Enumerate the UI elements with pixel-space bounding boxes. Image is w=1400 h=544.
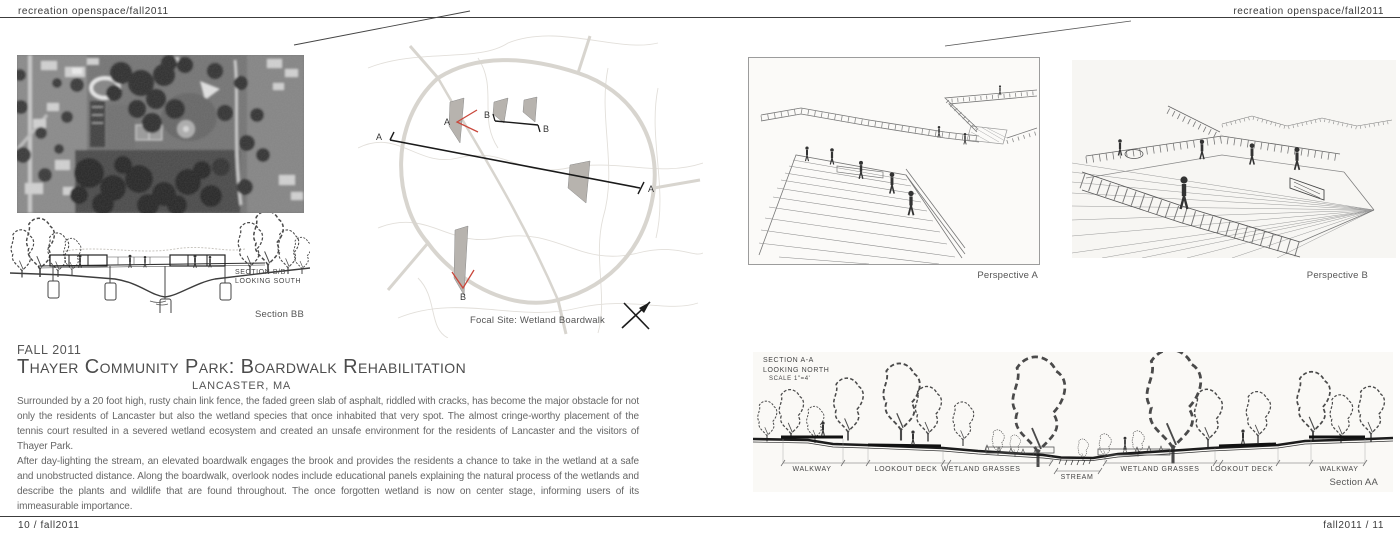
site-plan-caption: Focal Site: Wetland Boardwalk [470, 315, 605, 326]
boardwalk-plan-shapes [449, 97, 590, 295]
north-arrow-icon [620, 300, 654, 332]
figure-section-bb [10, 213, 310, 313]
section-bb-note [235, 268, 301, 286]
section-aa-note-line1: SECTION A-A [763, 357, 814, 364]
section-aa-drawing [753, 352, 1393, 492]
dim-label-lookout-deck-right: LOOKOUT DECK [1210, 466, 1274, 473]
footer-rule [0, 516, 1400, 517]
paragraph-2: After day-lighting the stream, an elevated boardwalk engages the brook and provides the residents a chance to take in the wetland at a safe and unobstructed distance. Along the boardwalk, overlook nodes include educational panels explaining the natural process of the wetlands and describe the plants and wildlife that are found throughout. The once forgotten wetland is now on center stage, informing users of its immeasurable importance. [17, 456, 639, 512]
dim-label-wetland-grasses-left: WETLAND GRASSES [941, 466, 1021, 473]
project-title: Thayer Community Park: Boardwalk Rehabilitation [17, 356, 467, 378]
figure-aerial-photo [17, 55, 304, 213]
body-copy [17, 394, 639, 514]
project-location: LANCASTER, MA [192, 380, 292, 392]
dim-label-walkway-left: WALKWAY [792, 466, 832, 473]
perspective-a-caption: Perspective A [977, 270, 1038, 281]
figure-site-plan [358, 28, 703, 338]
dim-label-stream: STREAM [1060, 474, 1094, 481]
header-right: recreation openspace/fall2011 [1233, 6, 1384, 17]
header-rule [0, 17, 1400, 18]
project-season: FALL 2011 [17, 343, 82, 357]
aerial-photo-image [17, 55, 304, 213]
figure-section-aa [753, 352, 1393, 492]
view-cone-b-label: B [460, 292, 467, 302]
figure-perspective-a [748, 57, 1040, 265]
section-aa-note-line3: SCALE 1"=4' [769, 376, 811, 382]
perspective-b-caption: Perspective B [1306, 270, 1368, 281]
section-aa-note-line2: LOOKING NORTH [763, 367, 830, 374]
section-bb-note-line2: LOOKING SOUTH [235, 278, 302, 286]
marker-a-left: A [376, 132, 383, 142]
section-bb-drawing [10, 213, 310, 313]
section-bb-note-line1: SECTION B/B [235, 269, 286, 276]
title-block [17, 343, 466, 394]
section-bb-caption: Section BB [255, 309, 304, 320]
perspective-a-drawing [749, 58, 1039, 264]
figure-perspective-b [1072, 60, 1396, 258]
section-aa-caption: Section AA [1329, 477, 1378, 488]
perspective-b-drawing [1072, 60, 1396, 258]
marker-a-right: A [648, 184, 655, 194]
header-left: recreation openspace/fall2011 [18, 6, 169, 17]
paragraph-1: Surrounded by a 20 foot high, rusty chain link fence, the faded green slab of asphalt, riddled with cracks, has become the major obstacle for not only the residents of Lancaster but also the wetland species that once inhabited that very spot. The almost cringe-worthy placement of the tennis court resulted in a severed wetland ecosystem and created an unsafe environment for the residents of Lancaster and the visitors of Thayer Park. [17, 396, 639, 452]
view-cone-a-label: A [444, 117, 451, 127]
dim-label-lookout-deck-left: LOOKOUT DECK [874, 466, 938, 473]
dim-label-walkway-right: WALKWAY [1319, 466, 1359, 473]
footer-left-page-number: 10 / fall2011 [18, 520, 80, 531]
dim-label-wetland-grasses-right: WETLAND GRASSES [1120, 466, 1200, 473]
marker-b-left: B [484, 110, 491, 120]
marker-b-right: B [543, 124, 550, 134]
footer-right-page-number: fall2011 / 11 [1323, 520, 1384, 531]
site-plan-drawing [358, 28, 703, 338]
